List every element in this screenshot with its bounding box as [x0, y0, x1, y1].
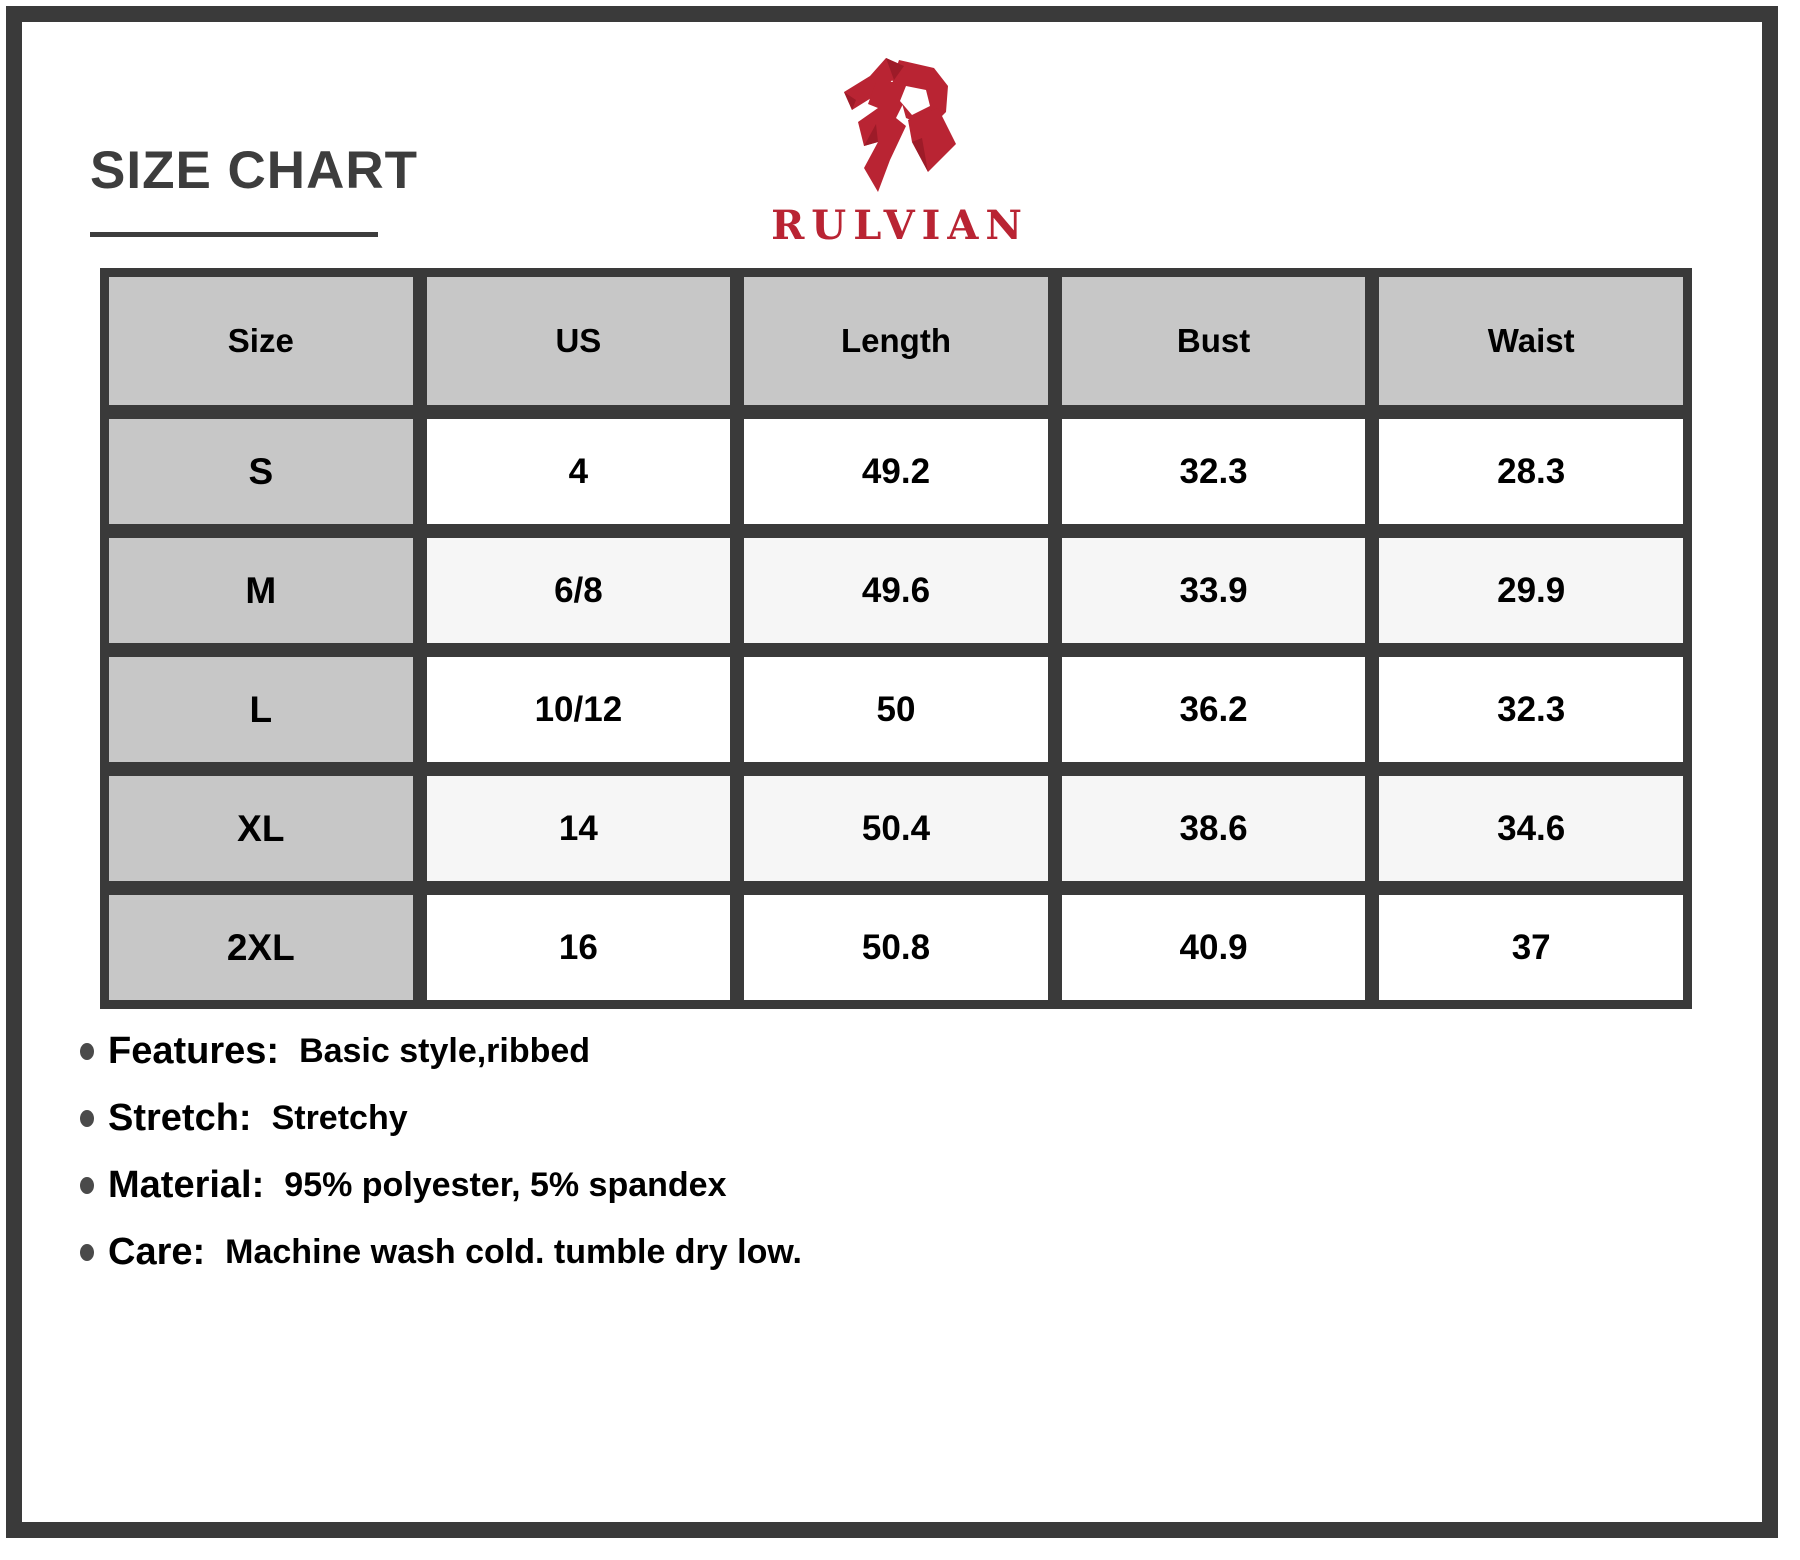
table-cell: 50.4 [744, 776, 1048, 881]
row-label: L [109, 657, 413, 762]
table-cell: 32.3 [1379, 657, 1683, 762]
note-value: Machine wash cold. tumble dry low. [225, 1233, 802, 1271]
note-item-material [80, 1162, 802, 1209]
page-title: SIZE CHART [90, 141, 418, 200]
table-cell: 37 [1379, 895, 1683, 1000]
brand-name: RULVIAN [771, 202, 1029, 249]
product-notes [80, 1028, 802, 1296]
row-label: M [109, 538, 413, 643]
note-item-care [80, 1229, 802, 1276]
header-cell-us: US [427, 277, 731, 405]
header-cell-size: Size [109, 277, 413, 405]
header-cell-length: Length [744, 277, 1048, 405]
table-cell: 50 [744, 657, 1048, 762]
row-label: XL [109, 776, 413, 881]
table-cell: 10/12 [427, 657, 731, 762]
table-cell: 29.9 [1379, 538, 1683, 643]
bullet-icon [80, 1110, 94, 1127]
note-value: Stretchy [271, 1099, 408, 1137]
bullet-icon [80, 1177, 94, 1194]
row-label: S [109, 419, 413, 524]
table-cell: 40.9 [1062, 895, 1366, 1000]
table-cell: 33.9 [1062, 538, 1366, 643]
bullet-icon [80, 1043, 94, 1060]
table-cell: 50.8 [744, 895, 1048, 1000]
note-item-stretch [80, 1095, 802, 1142]
table-cell: 36.2 [1062, 657, 1366, 762]
note-label: Stretch: [108, 1097, 252, 1139]
table-cell: 34.6 [1379, 776, 1683, 881]
bullet-icon [80, 1244, 94, 1261]
note-item-features [80, 1028, 802, 1075]
table-cell: 14 [427, 776, 731, 881]
table-cell: 6/8 [427, 538, 731, 643]
note-value: Basic style,ribbed [299, 1032, 591, 1070]
table-cell: 49.2 [744, 419, 1048, 524]
table-cell: 28.3 [1379, 419, 1683, 524]
note-label: Material: [108, 1164, 265, 1206]
brand-logo [0, 52, 1800, 249]
header-cell-waist: Waist [1379, 277, 1683, 405]
note-label: Features: [108, 1030, 280, 1072]
size-table [100, 268, 1692, 1009]
brand-logo-r-icon [842, 52, 958, 200]
table-cell: 49.6 [744, 538, 1048, 643]
table-cell: 32.3 [1062, 419, 1366, 524]
row-label: 2XL [109, 895, 413, 1000]
table-cell: 4 [427, 419, 731, 524]
table-cell: 38.6 [1062, 776, 1366, 881]
table-cell: 16 [427, 895, 731, 1000]
header-cell-bust: Bust [1062, 277, 1366, 405]
note-value: 95% polyester, 5% spandex [284, 1166, 727, 1204]
note-label: Care: [108, 1231, 206, 1273]
